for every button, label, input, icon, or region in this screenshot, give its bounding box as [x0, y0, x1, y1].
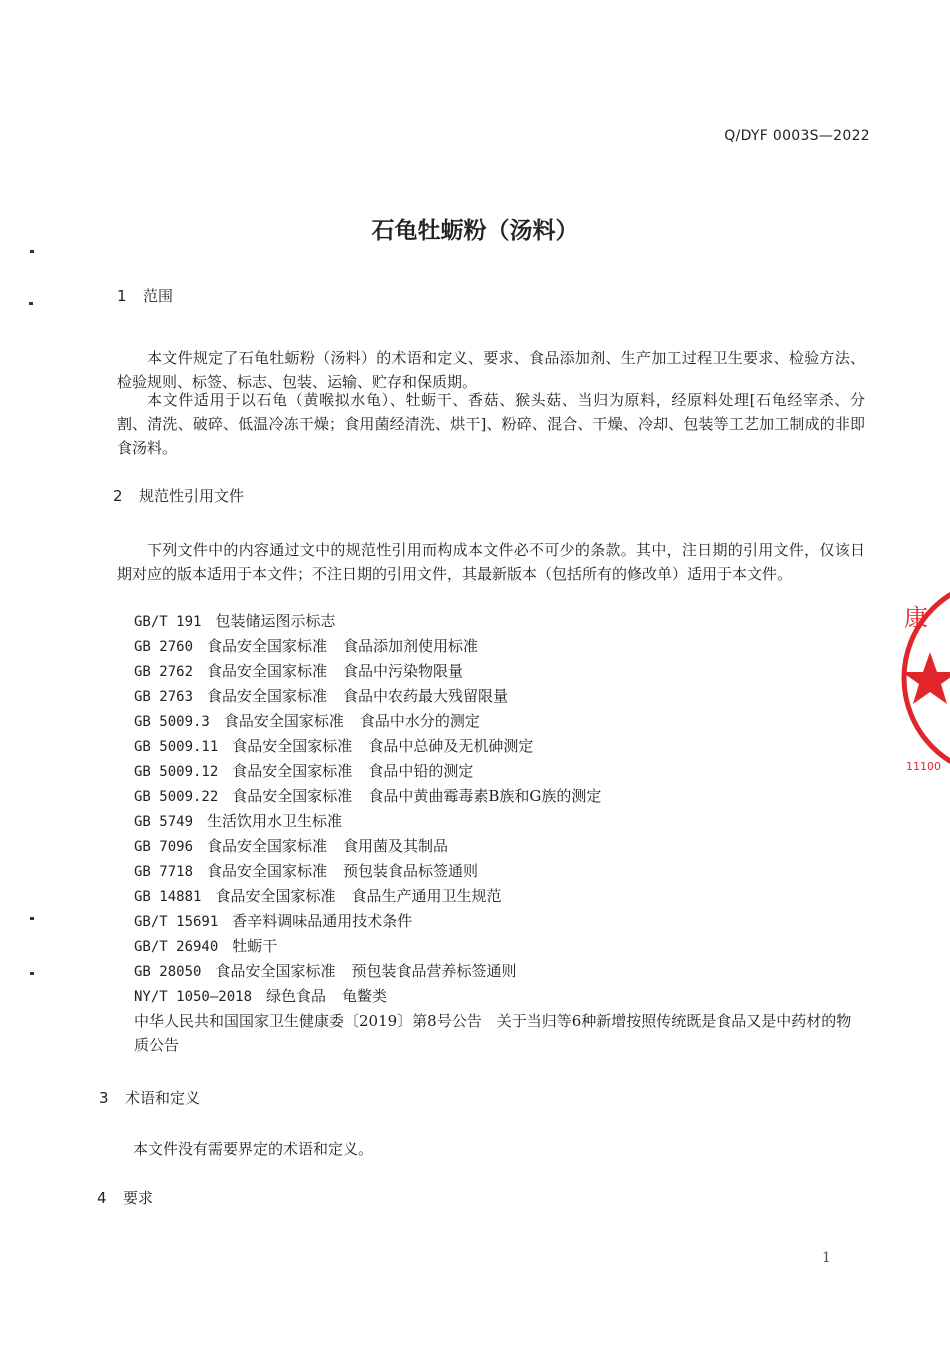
- references-intro: 下列文件中的内容通过文中的规范性引用而构成本文件必不可少的条款。其中，注日期的引用文件，仅该日期对应的版本适用于本文件；不注日期的引用文件，其最新版本（包括所有的修改单）适用于本文件。: [117, 541, 865, 583]
- seal-number: 11100: [906, 760, 941, 773]
- section-heading-scope: [117, 285, 173, 306]
- reference-item: GB 7718 食品安全国家标准 预包装食品标签通则: [134, 862, 479, 880]
- section-heading-requirements: [97, 1187, 153, 1208]
- reference-item: GB 14881 食品安全国家标准 食品生产通用卫生规范: [134, 887, 502, 905]
- scope-paragraph-1: 本文件规定了石龟牡蛎粉（汤料）的术语和定义、要求、食品添加剂、生产加工过程卫生要求、检验方法、检验规则、标签、标志、包装、运输、贮存和保质期。: [117, 349, 865, 391]
- reference-item: GB/T 191 包装储运图示标志: [134, 612, 336, 630]
- reference-item: GB 2760 食品安全国家标准 食品添加剂使用标准: [134, 637, 479, 655]
- reference-list: [134, 609, 864, 1057]
- reference-item: GB 5009.22 食品安全国家标准 食品中黄曲霉毒素B族和G族的测定: [134, 787, 602, 805]
- section-number: 3: [99, 1089, 109, 1107]
- scan-speck: [30, 917, 34, 920]
- reference-item: GB 5009.11 食品安全国家标准 食品中总砷及无机砷测定: [134, 737, 534, 755]
- section-heading-normative-references: [113, 485, 244, 506]
- terms-paragraph: 本文件没有需要界定的术语和定义。: [133, 1140, 374, 1158]
- scan-speck: [30, 972, 34, 975]
- reference-item: GB 5009.12 食品安全国家标准 食品中铅的测定: [134, 762, 474, 780]
- company-seal: [892, 568, 950, 788]
- reference-item: GB 28050 食品安全国家标准 预包装食品营养标签通则: [134, 962, 517, 980]
- reference-item: NY/T 1050—2018 绿色食品 龟鳖类: [134, 987, 388, 1005]
- section-heading-terms: [99, 1087, 200, 1108]
- reference-item: GB/T 26940 牡蛎干: [134, 937, 278, 955]
- reference-item: GB 2762 食品安全国家标准 食品中污染物限量: [134, 662, 464, 680]
- reference-item: GB 2763 食品安全国家标准 食品中农药最大残留限量: [134, 687, 509, 705]
- reference-item: GB 5009.3 食品安全国家标准 食品中水分的测定: [134, 712, 480, 730]
- standard-code: Q/DYF 0003S—2022: [724, 128, 870, 144]
- reference-item: GB 7096 食品安全国家标准 食用菌及其制品: [134, 837, 449, 855]
- section-number: 4: [97, 1189, 107, 1207]
- section-number: 2: [113, 487, 123, 505]
- section-title: 术语和定义: [125, 1089, 201, 1107]
- section-title: 规范性引用文件: [139, 487, 245, 505]
- section-title: 要求: [123, 1189, 154, 1207]
- scan-speck: [29, 302, 33, 305]
- reference-announcement: 中华人民共和国国家卫生健康委〔2019〕第8号公告 关于当归等6种新增按照传统既是食品又是中药材的物质公告: [134, 1012, 852, 1054]
- seal-star: [902, 652, 950, 704]
- reference-item: GB/T 15691 香辛料调味品通用技术条件: [134, 912, 413, 930]
- section-number: 1: [117, 287, 127, 305]
- scan-speck: [30, 250, 34, 253]
- section-title: 范围: [143, 287, 174, 305]
- page-number: 1: [822, 1250, 831, 1266]
- document-title: 石龟牡蛎粉（汤料）: [371, 218, 579, 244]
- scope-paragraph-2: 本文件适用于以石龟（黄喉拟水龟）、牡蛎干、香菇、猴头菇、当归为原料，经原料处理[石龟经宰杀、分割、清洗、破碎、低温冷冻干燥；食用菌经清洗、烘干]、粉碎、混合、干燥、冷却、包装等工艺加工制成的非即食汤料。: [117, 391, 865, 457]
- seal-text: 康: [904, 604, 928, 632]
- reference-item: GB 5749 生活饮用水卫生标准: [134, 812, 343, 830]
